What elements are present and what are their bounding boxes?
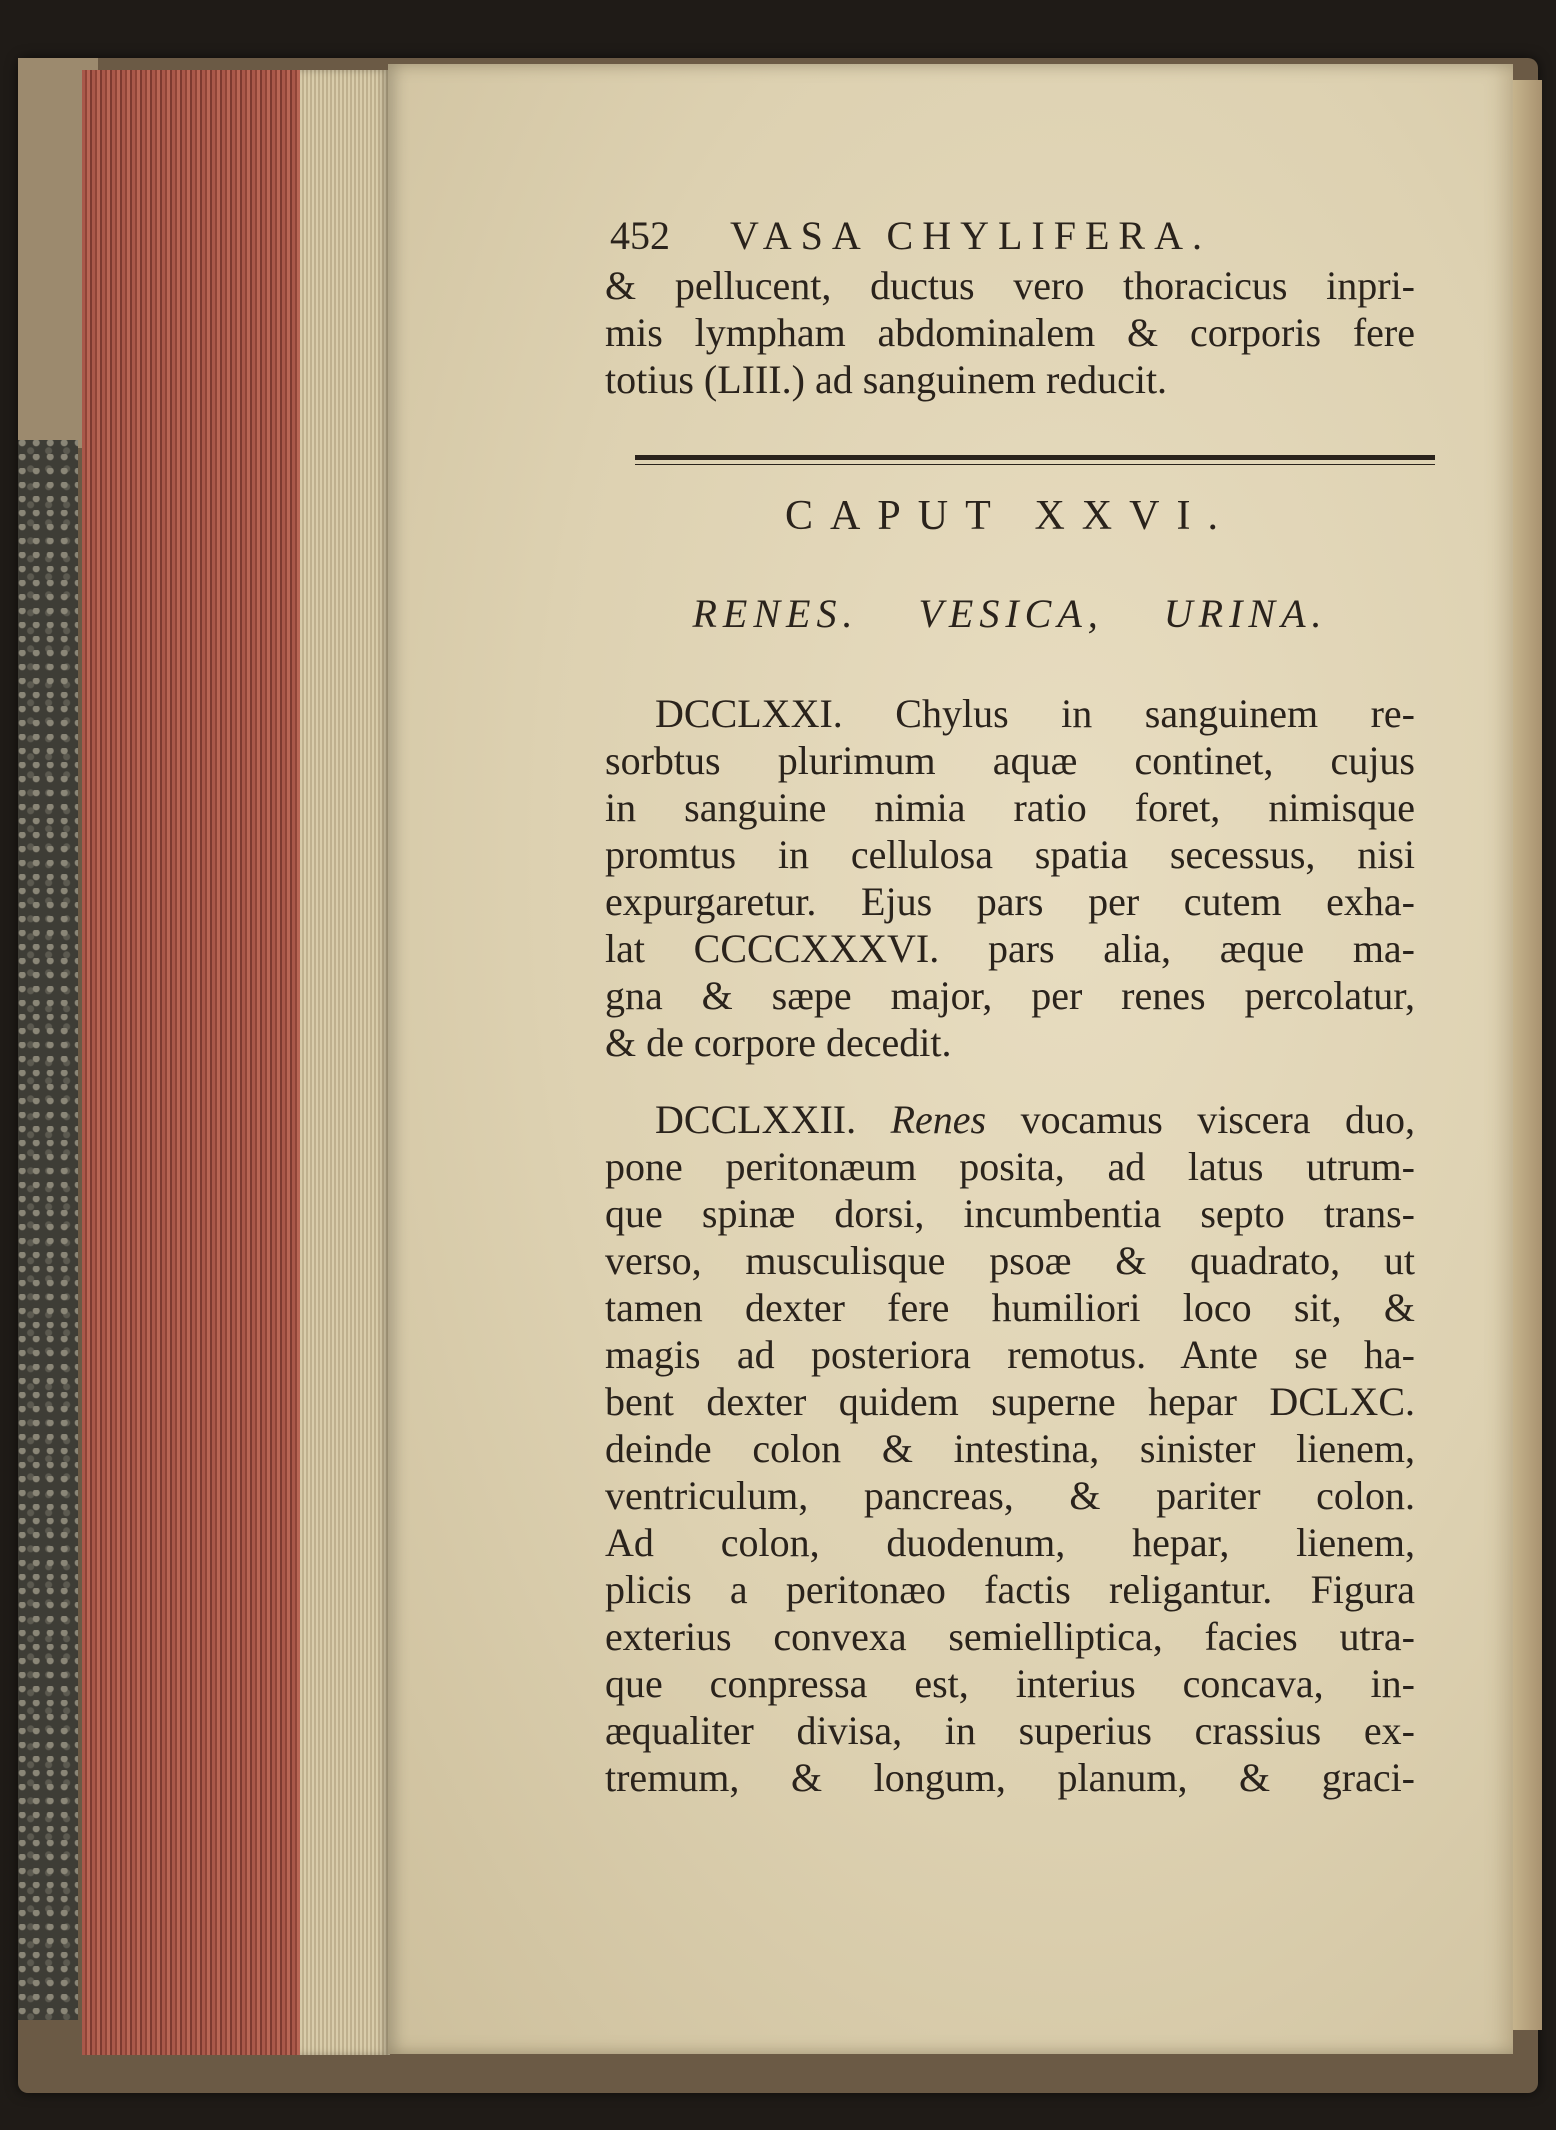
text-line: pone peritonæum posita, ad latus utrum- [605,1144,1415,1189]
text-line: que spinæ dorsi, incumbentia septo trans- [605,1191,1415,1236]
text-line: in sanguine nimia ratio foret, nimisque [605,785,1415,830]
text-line: & de corpore decedit. [605,1020,952,1065]
page-edges [300,70,390,2055]
text-line: bent dexter quidem superne hepar DCLXC. [605,1379,1415,1424]
text-line: DCCLXXI. Chylus in sanguinem re- [655,691,1415,736]
line-rest: vocamus viscera duo, [1020,1097,1415,1142]
paragraph-dcclxxii [605,1096,1415,1801]
running-title: VASA CHYLIFERA. [730,213,1211,258]
subtitle-word: VESICA, [918,591,1104,636]
marbled-spine [18,440,78,2020]
subtitle-word: RENES. [692,591,859,636]
text-line: verso, musculisque psoæ & quadrato, ut [605,1238,1415,1283]
text-line: totius (LIII.) ad sanguinem reducit. [605,357,1168,402]
text-line: sorbtus plurimum aquæ continet, cujus [605,738,1415,783]
page-number: 452 [610,213,670,258]
text-line: Ad colon, duodenum, hepar, lienem, [605,1520,1415,1565]
text-line: lat CCCCXXXVI. pars alia, æque ma- [605,926,1415,971]
text-line: mis lympham abdominalem & corporis fere [605,310,1415,355]
text-line: æqualiter divisa, in superius crassius ex- [605,1708,1415,1753]
paragraph-number: DCCLXXII. [655,1097,857,1142]
text-line: ventriculum, pancreas, & pariter colon. [605,1473,1415,1518]
text-line: promtus in cellulosa spatia secessus, nisi [605,832,1415,877]
text-line: exterius convexa semielliptica, facies utra- [605,1614,1415,1659]
red-page-edges [82,70,304,2055]
chapter-heading: CAPUT XXVI. [785,493,1235,539]
text-line: magis ad posteriora remotus. Ante se ha- [605,1332,1415,1377]
facing-page-edge [1510,80,1542,2030]
paragraph-dcclxxi [605,690,1415,1066]
chapter-subtitle [605,590,1415,637]
text-line: deinde colon & intestina, sinister lienem, [605,1426,1415,1471]
text-line: que conpressa est, interius concava, in- [605,1661,1415,1706]
text-line: & pellucent, ductus vero thoracicus inpri- [605,263,1415,308]
section-rule-thin [635,464,1435,465]
text-line: gna & sæpe major, per renes percolatur, [605,973,1415,1018]
section-rule [635,455,1435,460]
text-line: expurgaretur. Ejus pars per cutem exha- [605,879,1415,924]
italic-term: Renes [890,1097,987,1142]
text-line: tamen dexter fere humiliori loco sit, & [605,1285,1415,1330]
text-line: tremum, & longum, planum, & graci- [605,1755,1415,1800]
top-paragraph [605,262,1415,403]
subtitle-word: URINA. [1163,591,1328,636]
text-line [605,1096,1415,1143]
text-line: plicis a peritonæo factis religantur. Figura [605,1567,1415,1612]
